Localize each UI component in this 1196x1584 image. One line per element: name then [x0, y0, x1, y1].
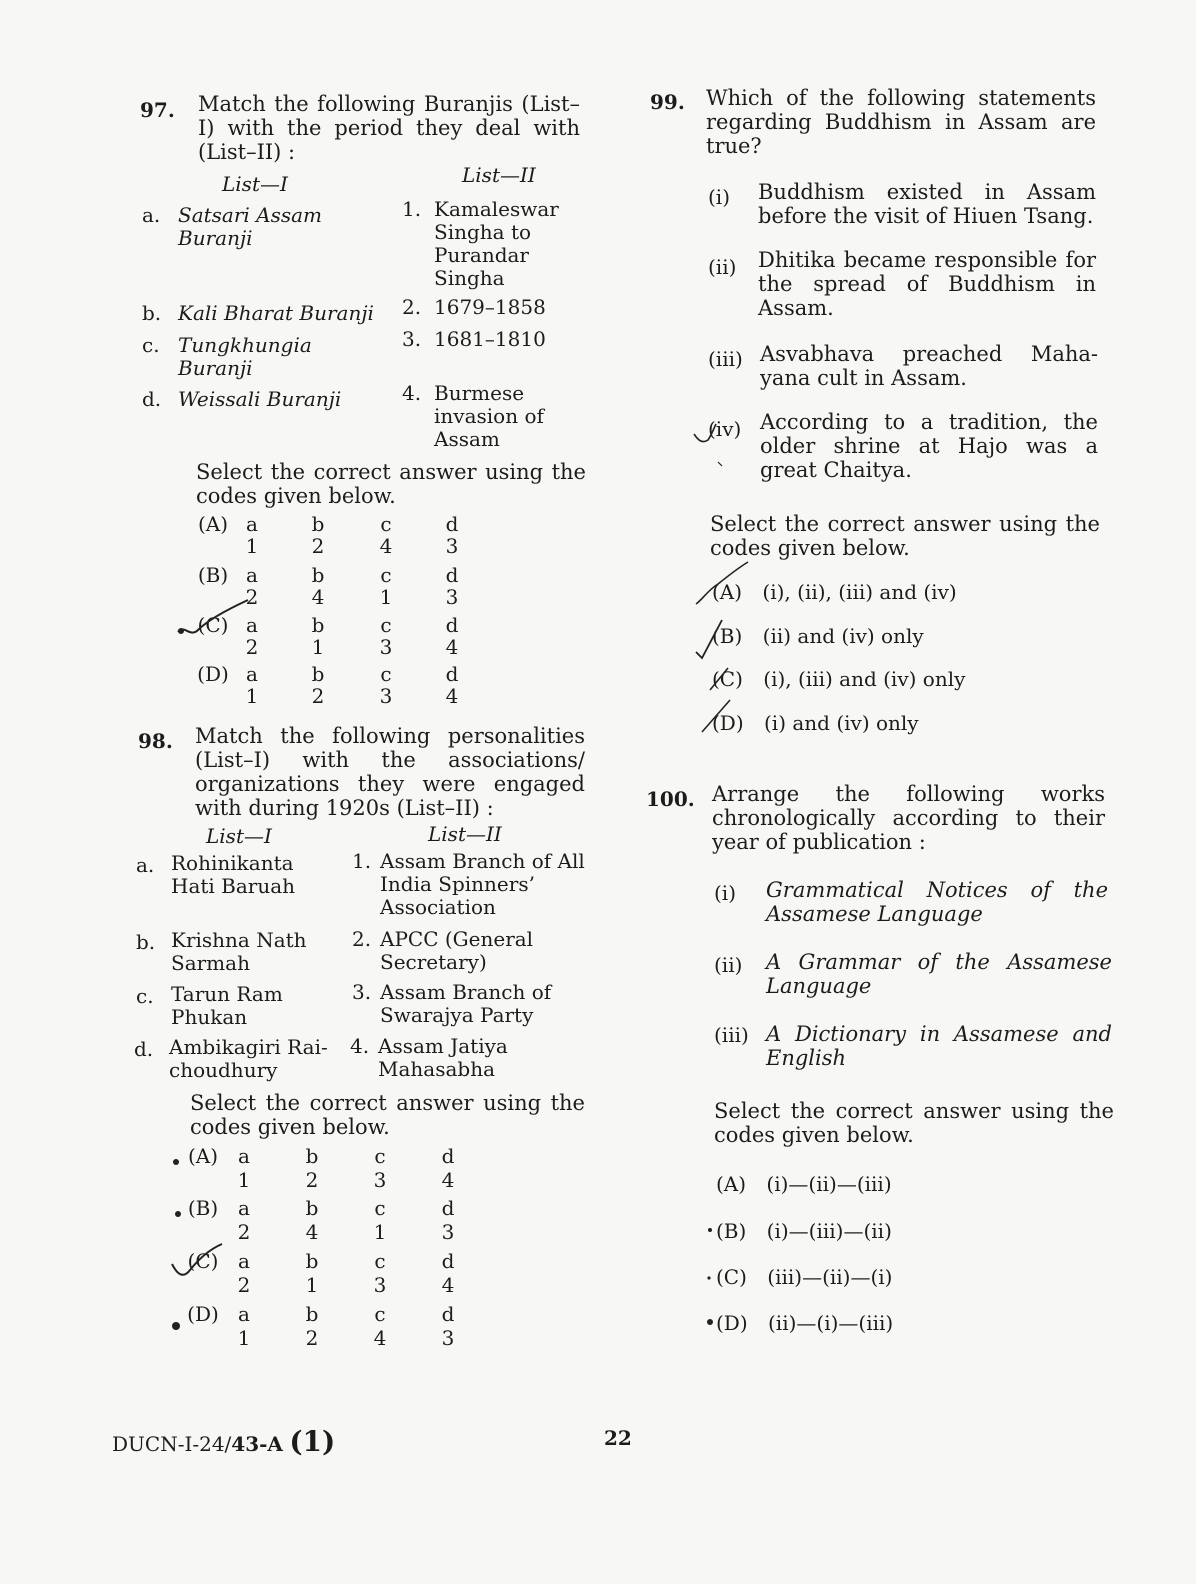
pen-tick-mark	[172, 598, 262, 648]
item-value: APCC (General Secretary)	[380, 927, 534, 974]
code-letter: b	[311, 613, 325, 637]
code-number: 2	[305, 1326, 319, 1350]
code-letter: a	[238, 1144, 250, 1168]
code-letter: a	[246, 512, 258, 536]
statement-number: (iii)	[708, 347, 743, 371]
code-letter: d	[445, 662, 459, 686]
code-number: 1	[245, 684, 259, 708]
work-title: Grammatical Notices of the Assamese Language	[766, 878, 1108, 926]
code-number: 3	[445, 585, 459, 609]
code-number: 4	[441, 1273, 455, 1297]
code-number: 2	[245, 585, 259, 609]
code-letter: d	[441, 1302, 455, 1326]
work-number: (i)	[714, 881, 737, 905]
item-value: Assam Jatiya Mahasabha	[378, 1034, 508, 1081]
option-label: (A)	[712, 580, 743, 604]
instruction: Select the correct answer using the codes given below.	[714, 1099, 1114, 1147]
code-number: 3	[373, 1273, 387, 1297]
code-letter: c	[380, 662, 392, 686]
code-letter: c	[374, 1302, 386, 1326]
code-number: 1	[305, 1273, 319, 1297]
code-number: 4	[445, 684, 459, 708]
question-text: Which of the following statements regarding Buddhism in Assam are true?	[706, 86, 1096, 158]
item-letter: d.	[134, 1037, 154, 1061]
option-label: (C)	[716, 1265, 747, 1289]
item-number: 2.	[352, 927, 372, 951]
code-letter: a	[238, 1302, 250, 1326]
list2-heading: List—II	[428, 822, 502, 846]
code-number: 2	[311, 534, 325, 558]
code-number: 1	[237, 1326, 251, 1350]
code-number: 2	[245, 635, 259, 659]
paper-code-prefix: DUCN-I-24/	[112, 1432, 232, 1456]
option-text: (i)—(ii)—(iii)	[766, 1172, 892, 1196]
pen-tick-mark	[168, 1242, 228, 1282]
item-number: 2.	[402, 295, 422, 319]
item-value: Kamaleswar Singha to Purandar Singha	[434, 197, 559, 290]
work-number: (ii)	[714, 953, 743, 977]
option-label: (A)	[197, 512, 229, 536]
question-text: Match the following personalities (List–I) with the associations/ organizations they were engaged with during 1920s (List–II) :	[195, 724, 585, 820]
option-label: (A)	[716, 1172, 747, 1196]
item-letter: b.	[142, 301, 162, 325]
code-letter: c	[374, 1249, 386, 1273]
item-name: Satsari Assam Buranji	[178, 203, 323, 250]
item-number: 4.	[350, 1034, 370, 1058]
option-text: (ii) and (iv) only	[762, 624, 924, 648]
item-number: 1.	[402, 197, 422, 221]
option-label: (C)	[712, 667, 743, 691]
option-text: (i)—(iii)—(ii)	[766, 1219, 892, 1243]
item-name: Tungkhungia Buranji	[178, 333, 312, 380]
item-name: Krishna Nath Sarmah	[171, 928, 307, 975]
option-label: (B)	[716, 1219, 747, 1243]
code-letter: d	[441, 1196, 455, 1220]
option-text: (i), (iii) and (iv) only	[763, 667, 966, 691]
item-letter: d.	[142, 387, 162, 411]
pen-dot-marks	[702, 1222, 716, 1332]
paper-set: (1)	[289, 1425, 336, 1458]
code-number: 2	[305, 1168, 319, 1192]
code-number: 1	[237, 1168, 251, 1192]
code-letter: a	[238, 1196, 250, 1220]
statement-number: (ii)	[708, 255, 737, 279]
item-value: Burmese invasion of Assam	[434, 381, 544, 451]
option-label: (B)	[197, 563, 229, 587]
question-number: 100.	[646, 787, 695, 811]
code-letter: a	[246, 563, 258, 587]
option-label: (D)	[197, 662, 229, 686]
code-letter: c	[380, 613, 392, 637]
item-number: 1.	[352, 849, 372, 873]
code-letter: b	[311, 662, 325, 686]
statement-text: According to a tradition, the older shrine at Hajo was a great Chaitya.	[760, 410, 1098, 482]
code-number: 1	[245, 534, 259, 558]
option-text: (ii)—(i)—(iii)	[768, 1311, 894, 1335]
code-number: 3	[379, 684, 393, 708]
code-letter: d	[445, 563, 459, 587]
option-label: (B)	[712, 624, 743, 648]
option-d[interactable]	[716, 1311, 893, 1335]
item-number: 3.	[402, 327, 422, 351]
code-number: 1	[373, 1220, 387, 1244]
item-name: Weissali Buranji	[178, 387, 342, 411]
code-letter: b	[305, 1249, 319, 1273]
code-letter: c	[374, 1196, 386, 1220]
option-label: (C)	[197, 613, 229, 637]
item-letter: c.	[142, 333, 160, 357]
list2-heading: List—II	[462, 163, 536, 187]
work-number: (iii)	[714, 1023, 749, 1047]
code-number: 2	[237, 1273, 251, 1297]
pen-tick-mark	[690, 420, 730, 470]
code-number: 4	[445, 635, 459, 659]
code-letter: d	[445, 613, 459, 637]
code-letter: c	[380, 563, 392, 587]
code-letter: c	[380, 512, 392, 536]
item-value: 1681–1810	[434, 327, 546, 351]
code-number: 3	[441, 1326, 455, 1350]
paper-code	[112, 1425, 335, 1458]
code-letter: a	[246, 662, 258, 686]
question-number: 97.	[140, 98, 175, 122]
code-number: 4	[379, 534, 393, 558]
item-value: 1679–1858	[434, 295, 546, 319]
code-letter: b	[311, 512, 325, 536]
question-text: Match the following Buranjis (List–I) with the period they deal with (List–II) :	[198, 92, 580, 164]
code-letter: b	[311, 563, 325, 587]
code-number: 4	[311, 585, 325, 609]
question-number: 98.	[138, 729, 173, 753]
code-letter: b	[305, 1196, 319, 1220]
code-letter: b	[305, 1302, 319, 1326]
code-number: 3	[379, 635, 393, 659]
statement-text: Dhitika became responsible for the spread of Buddhism in Assam.	[758, 248, 1096, 320]
code-number: 4	[441, 1168, 455, 1192]
code-letter: d	[441, 1249, 455, 1273]
option-label: (C)	[187, 1249, 219, 1273]
code-number: 2	[237, 1220, 251, 1244]
item-letter: a.	[142, 203, 161, 227]
option-c[interactable]	[716, 1265, 892, 1289]
option-label: (D)	[187, 1302, 219, 1326]
item-name: Rohinikanta Hati Baruah	[171, 851, 296, 898]
option-b[interactable]	[716, 1219, 892, 1243]
statement-text: Asvabhava preached Maha-yana cult in Assam.	[760, 342, 1098, 390]
code-number: 4	[373, 1326, 387, 1350]
code-number: 3	[373, 1168, 387, 1192]
code-number: 1	[379, 585, 393, 609]
question-text: Arrange the following works chronologically according to their year of publication :	[712, 782, 1105, 854]
item-name: Tarun Ram Phukan	[171, 982, 283, 1029]
code-letter: d	[441, 1144, 455, 1168]
instruction: Select the correct answer using the codes given below.	[710, 512, 1100, 560]
item-value: Assam Branch of Swarajya Party	[380, 980, 552, 1027]
instruction: Select the correct answer using the codes given below.	[196, 460, 586, 508]
code-number: 4	[305, 1220, 319, 1244]
option-text: (iii)—(ii)—(i)	[767, 1265, 893, 1289]
paper-code-bold: 43-A	[231, 1432, 283, 1456]
item-name: Ambikagiri Rai-choudhury	[169, 1035, 328, 1082]
option-text: (i), (ii), (iii) and (iv)	[762, 580, 957, 604]
item-number: 3.	[352, 980, 372, 1004]
question-number: 99.	[650, 90, 685, 114]
item-number: 4.	[402, 381, 422, 405]
item-name: Kali Bharat Buranji	[178, 301, 374, 325]
code-letter: a	[246, 613, 258, 637]
option-label: (A)	[187, 1144, 219, 1168]
work-title: A Grammar of the Assamese Language	[766, 950, 1112, 998]
code-number: 2	[311, 684, 325, 708]
code-number: 3	[441, 1220, 455, 1244]
option-label: (D)	[712, 711, 744, 735]
page-number: 22	[604, 1426, 632, 1450]
code-letter: d	[445, 512, 459, 536]
statement-number: (i)	[708, 185, 731, 209]
option-text: (i) and (iv) only	[764, 711, 919, 735]
work-title: A Dictionary in Assamese and English	[766, 1022, 1112, 1070]
list1-heading: List—I	[206, 824, 272, 848]
code-letter: b	[305, 1144, 319, 1168]
statement-number: (iv)	[708, 417, 742, 441]
statement-text: Buddhism existed in Assam before the visit of Hiuen Tsang.	[758, 180, 1096, 228]
option-label: (B)	[187, 1196, 219, 1220]
code-number: 3	[445, 534, 459, 558]
option-a[interactable]	[716, 1172, 892, 1196]
option-label: (D)	[716, 1311, 748, 1335]
item-value: Assam Branch of All India Spinners’ Association	[380, 849, 585, 919]
code-number: 1	[311, 635, 325, 659]
item-letter: a.	[136, 853, 155, 877]
code-letter: a	[238, 1249, 250, 1273]
instruction: Select the correct answer using the codes given below.	[190, 1091, 585, 1139]
list1-heading: List—I	[222, 172, 288, 196]
item-letter: c.	[136, 984, 154, 1008]
pen-strike-marks	[688, 560, 768, 740]
code-letter: c	[374, 1144, 386, 1168]
item-letter: b.	[136, 930, 156, 954]
